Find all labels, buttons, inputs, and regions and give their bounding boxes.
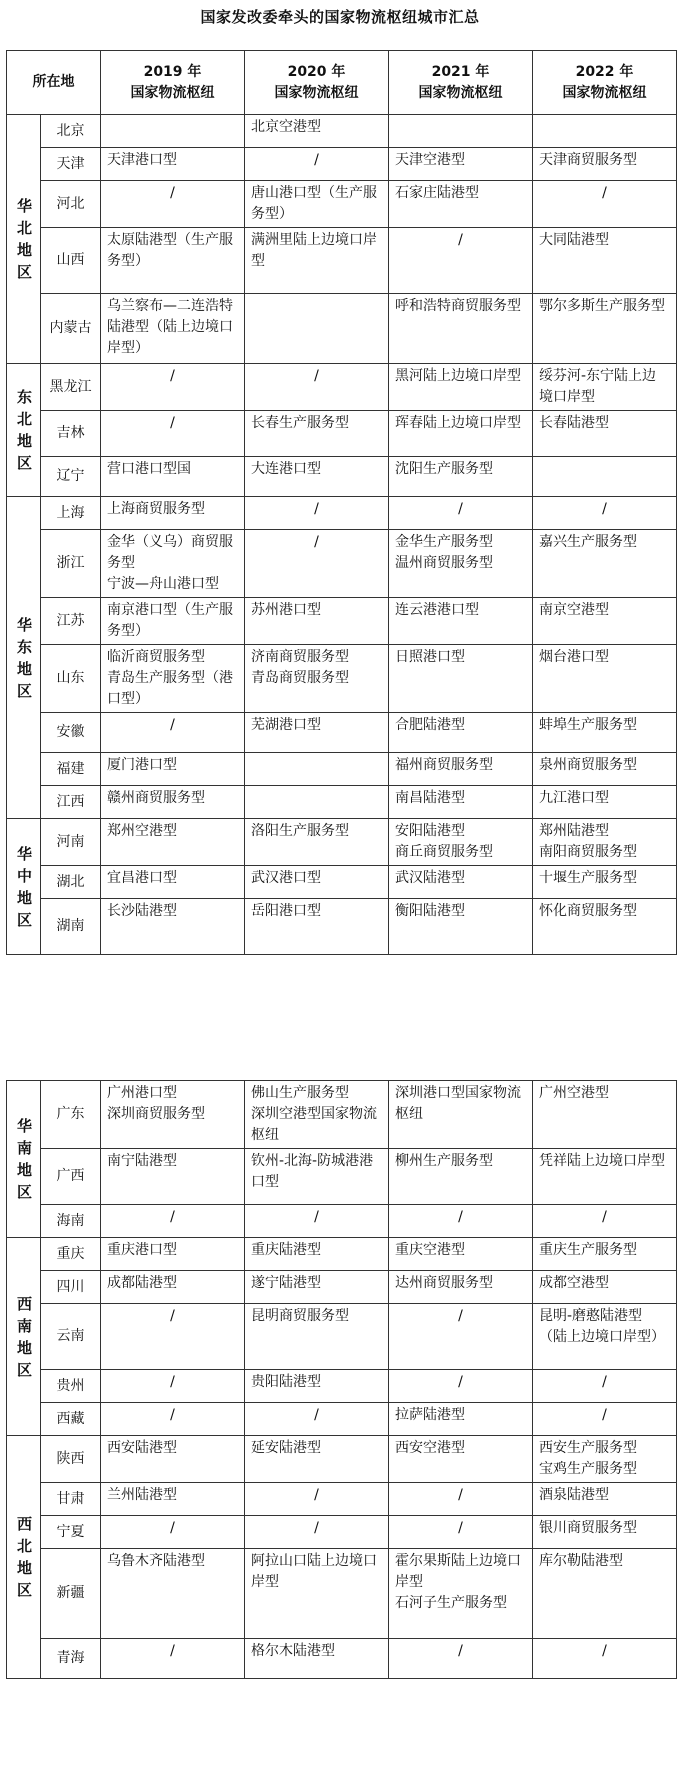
hub-cell-2022: 十堰生产服务型	[533, 866, 677, 899]
hub-cell-2021: /	[389, 497, 533, 530]
province-cell: 青海	[41, 1639, 101, 1679]
table-row	[7, 497, 677, 530]
hub-cell-2019: 成都陆港型	[101, 1271, 245, 1304]
hub-cell-2021: 拉萨陆港型	[389, 1403, 533, 1436]
hub-cell-2022: 郑州陆港型 南阳商贸服务型	[533, 819, 677, 866]
hub-cell-2020: 格尔木陆港型	[245, 1639, 389, 1679]
hub-cell-2019: 金华（义乌）商贸服务型 宁波—舟山港口型	[101, 530, 245, 598]
hub-cell-2021: 武汉陆港型	[389, 866, 533, 899]
hub-cell-2020: 岳阳港口型	[245, 899, 389, 955]
hub-cell-2020: /	[245, 1205, 389, 1238]
hub-cell-2022	[533, 457, 677, 497]
hub-cell-2020: 苏州港口型	[245, 598, 389, 645]
logistics-hub-table-part1	[6, 50, 677, 955]
table-row	[7, 819, 677, 866]
hub-cell-2021: 衡阳陆港型	[389, 899, 533, 955]
hub-cell-2022: 天津商贸服务型	[533, 148, 677, 181]
hub-cell-2019: 广州港口型 深圳商贸服务型	[101, 1081, 245, 1149]
hub-cell-2022: /	[533, 1639, 677, 1679]
province-cell: 天津	[41, 148, 101, 181]
hub-cell-2022: 库尔勒陆港型	[533, 1549, 677, 1639]
hub-cell-2020: 满洲里陆上边境口岸型	[245, 228, 389, 294]
hub-cell-2021: 霍尔果斯陆上边境口岸型 石河子生产服务型	[389, 1549, 533, 1639]
hub-cell-2020: 佛山生产服务型 深圳空港型国家物流枢纽	[245, 1081, 389, 1149]
hub-cell-2019: 太原陆港型（生产服务型）	[101, 228, 245, 294]
region-cell-huadong: 华 东 地 区	[7, 497, 41, 819]
hub-cell-2020: 大连港口型	[245, 457, 389, 497]
region-cell-huanan: 华 南 地 区	[7, 1081, 41, 1238]
hub-cell-2019: 厦门港口型	[101, 753, 245, 786]
hub-cell-2020: 北京空港型	[245, 115, 389, 148]
hub-cell-2019: 天津港口型	[101, 148, 245, 181]
header-year-2019: 2019 年 国家物流枢纽	[101, 51, 245, 115]
hub-cell-2021: 日照港口型	[389, 645, 533, 713]
hub-cell-2019: /	[101, 181, 245, 228]
hub-cell-2020: 重庆陆港型	[245, 1238, 389, 1271]
hub-cell-2019: 乌鲁木齐陆港型	[101, 1549, 245, 1639]
province-cell: 北京	[41, 115, 101, 148]
hub-cell-2022: 凭祥陆上边境口岸型	[533, 1149, 677, 1205]
hub-cell-2021: /	[389, 1483, 533, 1516]
header-year-2021: 2021 年 国家物流枢纽	[389, 51, 533, 115]
hub-cell-2022: 蚌埠生产服务型	[533, 713, 677, 753]
table-row	[7, 1639, 677, 1679]
header-year-2022: 2022 年 国家物流枢纽	[533, 51, 677, 115]
hub-cell-2019: 南宁陆港型	[101, 1149, 245, 1205]
province-cell: 甘肃	[41, 1483, 101, 1516]
hub-cell-2021: 安阳陆港型 商丘商贸服务型	[389, 819, 533, 866]
table-row	[7, 645, 677, 713]
province-cell: 安徽	[41, 713, 101, 753]
hub-cell-2022: /	[533, 1370, 677, 1403]
hub-cell-2021: 重庆空港型	[389, 1238, 533, 1271]
region-cell-dongbei: 东 北 地 区	[7, 364, 41, 497]
hub-cell-2022: 重庆生产服务型	[533, 1238, 677, 1271]
hub-cell-2019: 兰州陆港型	[101, 1483, 245, 1516]
province-cell: 河南	[41, 819, 101, 866]
hub-cell-2021: 福州商贸服务型	[389, 753, 533, 786]
table-row	[7, 1549, 677, 1639]
hub-cell-2022: 烟台港口型	[533, 645, 677, 713]
hub-cell-2020: 遂宁陆港型	[245, 1271, 389, 1304]
hub-cell-2019: 长沙陆港型	[101, 899, 245, 955]
table-row	[7, 115, 677, 148]
table-row	[7, 148, 677, 181]
table-row	[7, 1516, 677, 1549]
region-cell-xibei: 西 北 地 区	[7, 1436, 41, 1679]
province-cell: 黑龙江	[41, 364, 101, 411]
hub-cell-2019: /	[101, 1205, 245, 1238]
hub-cell-2019: 营口港口型国	[101, 457, 245, 497]
province-cell: 西藏	[41, 1403, 101, 1436]
page-title: 国家发改委牵头的国家物流枢纽城市汇总	[200, 8, 480, 26]
hub-cell-2021: 珲春陆上边境口岸型	[389, 411, 533, 457]
table-row	[7, 181, 677, 228]
hub-cell-2021: /	[389, 1304, 533, 1370]
hub-cell-2022: 广州空港型	[533, 1081, 677, 1149]
province-cell: 江西	[41, 786, 101, 819]
table-row	[7, 1238, 677, 1271]
hub-cell-2022: /	[533, 1205, 677, 1238]
hub-cell-2022: 银川商贸服务型	[533, 1516, 677, 1549]
header-year-2020: 2020 年 国家物流枢纽	[245, 51, 389, 115]
table-row	[7, 530, 677, 598]
hub-cell-2020: 济南商贸服务型 青岛商贸服务型	[245, 645, 389, 713]
hub-cell-2019: 宜昌港口型	[101, 866, 245, 899]
province-cell: 广西	[41, 1149, 101, 1205]
hub-cell-2021: 沈阳生产服务型	[389, 457, 533, 497]
hub-cell-2019: /	[101, 411, 245, 457]
province-cell: 宁夏	[41, 1516, 101, 1549]
hub-cell-2021: /	[389, 228, 533, 294]
hub-cell-2020	[245, 294, 389, 364]
hub-cell-2019: /	[101, 1516, 245, 1549]
province-cell: 海南	[41, 1205, 101, 1238]
province-cell: 吉林	[41, 411, 101, 457]
hub-cell-2021: 达州商贸服务型	[389, 1271, 533, 1304]
hub-cell-2020: 唐山港口型（生产服务型）	[245, 181, 389, 228]
province-cell: 江苏	[41, 598, 101, 645]
header-row	[7, 51, 677, 115]
hub-cell-2019: /	[101, 1639, 245, 1679]
hub-cell-2019: /	[101, 713, 245, 753]
province-cell: 辽宁	[41, 457, 101, 497]
province-cell: 内蒙古	[41, 294, 101, 364]
hub-cell-2021: /	[389, 1639, 533, 1679]
hub-cell-2022: 昆明-磨憨陆港型（陆上边境口岸型）	[533, 1304, 677, 1370]
hub-cell-2021: 合肥陆港型	[389, 713, 533, 753]
hub-cell-2022: 酒泉陆港型	[533, 1483, 677, 1516]
hub-cell-2022: 鄂尔多斯生产服务型	[533, 294, 677, 364]
hub-cell-2022: 成都空港型	[533, 1271, 677, 1304]
table-row	[7, 1205, 677, 1238]
table-row	[7, 713, 677, 753]
hub-cell-2022: 大同陆港型	[533, 228, 677, 294]
hub-cell-2021: 南昌陆港型	[389, 786, 533, 819]
province-cell: 上海	[41, 497, 101, 530]
hub-cell-2019: /	[101, 364, 245, 411]
hub-cell-2022: 绥芬河-东宁陆上边境口岸型	[533, 364, 677, 411]
province-cell: 贵州	[41, 1370, 101, 1403]
hub-cell-2020: /	[245, 497, 389, 530]
hub-cell-2020: 洛阳生产服务型	[245, 819, 389, 866]
hub-cell-2019: 南京港口型（生产服务型）	[101, 598, 245, 645]
table-row	[7, 1149, 677, 1205]
hub-cell-2019: 乌兰察布—二连浩特陆港型（陆上边境口岸型）	[101, 294, 245, 364]
province-cell: 新疆	[41, 1549, 101, 1639]
hub-cell-2022: 嘉兴生产服务型	[533, 530, 677, 598]
table-row	[7, 411, 677, 457]
hub-cell-2022: /	[533, 181, 677, 228]
table-row	[7, 364, 677, 411]
hub-cell-2021: 石家庄陆港型	[389, 181, 533, 228]
province-cell: 云南	[41, 1304, 101, 1370]
province-cell: 山东	[41, 645, 101, 713]
hub-cell-2022: 南京空港型	[533, 598, 677, 645]
hub-cell-2022	[533, 115, 677, 148]
table-row	[7, 1403, 677, 1436]
hub-cell-2021: 呼和浩特商贸服务型	[389, 294, 533, 364]
table-row	[7, 786, 677, 819]
header-location: 所在地	[7, 51, 101, 115]
hub-cell-2021: 西安空港型	[389, 1436, 533, 1483]
hub-cell-2021: 黑河陆上边境口岸型	[389, 364, 533, 411]
hub-cell-2021: /	[389, 1205, 533, 1238]
table-row	[7, 598, 677, 645]
hub-cell-2019: 临沂商贸服务型 青岛生产服务型（港口型）	[101, 645, 245, 713]
hub-cell-2019: 赣州商贸服务型	[101, 786, 245, 819]
hub-cell-2021	[389, 115, 533, 148]
logistics-hub-table-part2	[6, 1080, 677, 1679]
table-row	[7, 1081, 677, 1149]
hub-cell-2019: 西安陆港型	[101, 1436, 245, 1483]
hub-cell-2019	[101, 115, 245, 148]
region-cell-xinan: 西 南 地 区	[7, 1238, 41, 1436]
hub-cell-2020: 延安陆港型	[245, 1436, 389, 1483]
hub-cell-2020: 钦州-北海-防城港港口型	[245, 1149, 389, 1205]
hub-cell-2022: /	[533, 1403, 677, 1436]
table-row	[7, 294, 677, 364]
table-row	[7, 899, 677, 955]
hub-cell-2019: 重庆港口型	[101, 1238, 245, 1271]
hub-cell-2020	[245, 753, 389, 786]
hub-cell-2019: /	[101, 1403, 245, 1436]
hub-cell-2022: 西安生产服务型 宝鸡生产服务型	[533, 1436, 677, 1483]
hub-cell-2020: /	[245, 1483, 389, 1516]
hub-cell-2020: 长春生产服务型	[245, 411, 389, 457]
hub-cell-2022: 九江港口型	[533, 786, 677, 819]
table-row	[7, 1271, 677, 1304]
table-row	[7, 753, 677, 786]
hub-cell-2021: 柳州生产服务型	[389, 1149, 533, 1205]
province-cell: 广东	[41, 1081, 101, 1149]
table-row	[7, 228, 677, 294]
province-cell: 福建	[41, 753, 101, 786]
province-cell: 湖南	[41, 899, 101, 955]
hub-cell-2022: 怀化商贸服务型	[533, 899, 677, 955]
hub-cell-2020: /	[245, 1516, 389, 1549]
hub-cell-2022: /	[533, 497, 677, 530]
hub-cell-2020: 芜湖港口型	[245, 713, 389, 753]
hub-cell-2022: 长春陆港型	[533, 411, 677, 457]
hub-cell-2019: 上海商贸服务型	[101, 497, 245, 530]
province-cell: 河北	[41, 181, 101, 228]
province-cell: 四川	[41, 1271, 101, 1304]
hub-cell-2020: /	[245, 148, 389, 181]
table-row	[7, 1304, 677, 1370]
hub-cell-2020: /	[245, 530, 389, 598]
region-cell-huazhong: 华 中 地 区	[7, 819, 41, 955]
hub-cell-2021: 金华生产服务型 温州商贸服务型	[389, 530, 533, 598]
hub-cell-2020: /	[245, 1403, 389, 1436]
table-body-part2	[7, 1081, 677, 1679]
province-cell: 山西	[41, 228, 101, 294]
hub-cell-2021: 深圳港口型国家物流枢纽	[389, 1081, 533, 1149]
table-row	[7, 1436, 677, 1483]
province-cell: 重庆	[41, 1238, 101, 1271]
hub-cell-2020: /	[245, 364, 389, 411]
table-body-part1	[7, 115, 677, 955]
hub-cell-2019: /	[101, 1370, 245, 1403]
province-cell: 陕西	[41, 1436, 101, 1483]
hub-cell-2021: 天津空港型	[389, 148, 533, 181]
table-row	[7, 1370, 677, 1403]
region-cell-huabei: 华 北 地 区	[7, 115, 41, 364]
hub-cell-2021: 连云港港口型	[389, 598, 533, 645]
hub-cell-2020	[245, 786, 389, 819]
hub-cell-2019: 郑州空港型	[101, 819, 245, 866]
province-cell: 湖北	[41, 866, 101, 899]
province-cell: 浙江	[41, 530, 101, 598]
table-row	[7, 1483, 677, 1516]
hub-cell-2021: /	[389, 1370, 533, 1403]
hub-cell-2019: /	[101, 1304, 245, 1370]
table-row	[7, 457, 677, 497]
hub-cell-2020: 阿拉山口陆上边境口岸型	[245, 1549, 389, 1639]
hub-cell-2020: 武汉港口型	[245, 866, 389, 899]
hub-cell-2022: 泉州商贸服务型	[533, 753, 677, 786]
hub-cell-2021: /	[389, 1516, 533, 1549]
table-row	[7, 866, 677, 899]
hub-cell-2020: 昆明商贸服务型	[245, 1304, 389, 1370]
hub-cell-2020: 贵阳陆港型	[245, 1370, 389, 1403]
